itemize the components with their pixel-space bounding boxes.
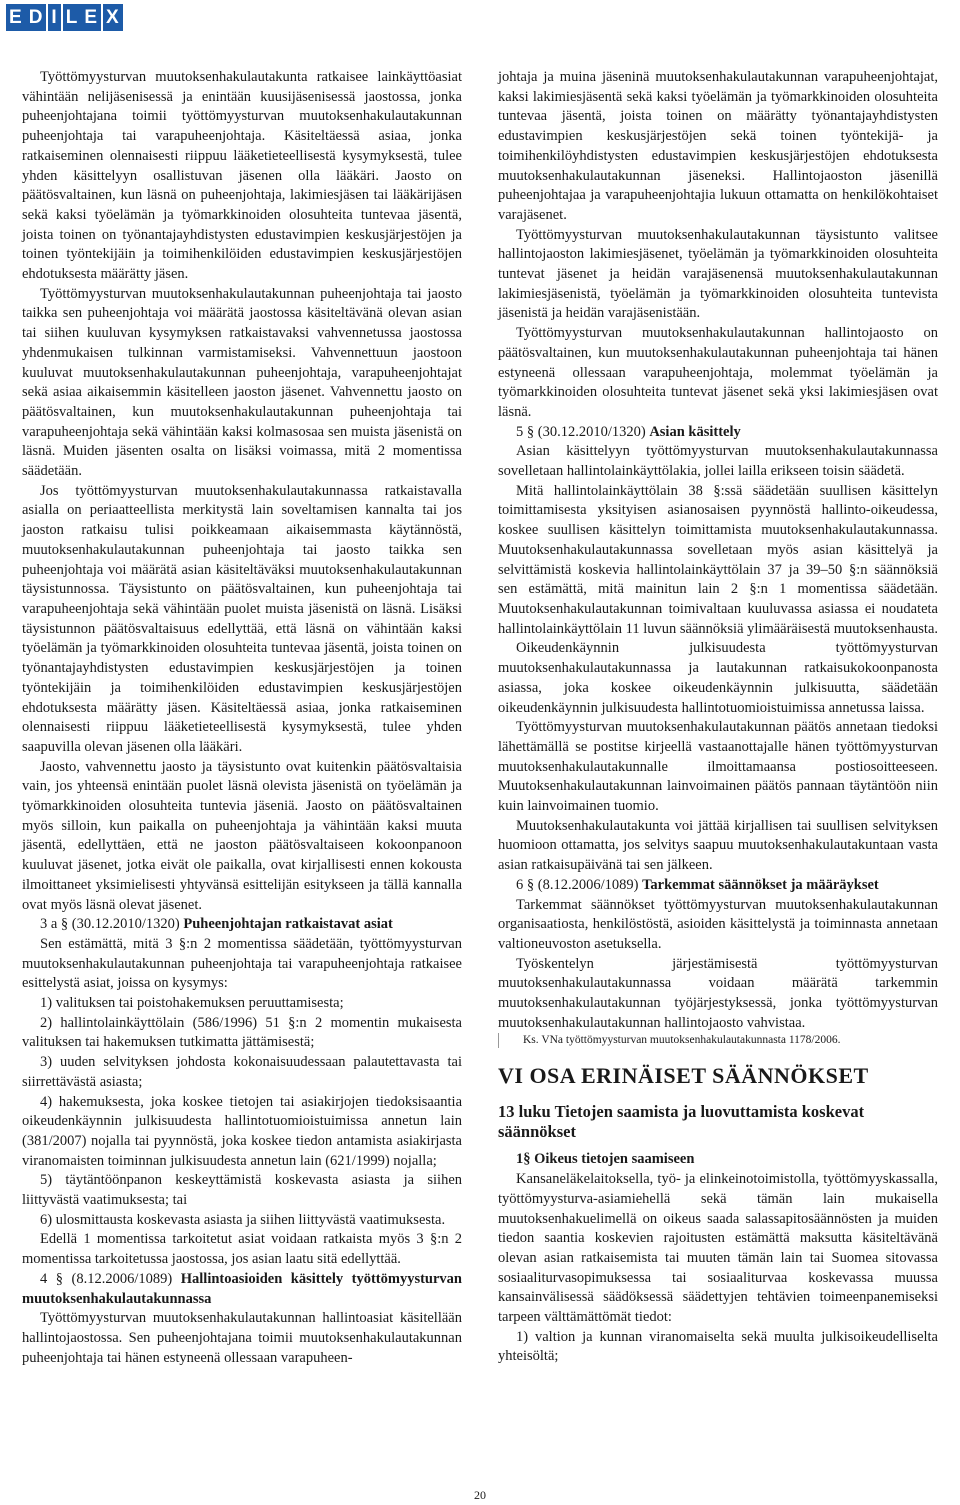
part-title: VI OSA ERINÄISET SÄÄNNÖKSET	[498, 1063, 869, 1089]
section-number: 6 § (8.12.2006/1089)	[516, 876, 639, 893]
section-number: 1§	[516, 1151, 531, 1168]
section-heading-3a	[22, 915, 462, 935]
paragraph: Työttömyysturvan muutoksenhakulautakunta ratkaisee lainkäyttöasiat vähintään nelijäsenisessä ja enintään kuusijäsenisessä jaostossa, jonka puheenjohtajana toimii työttömyysturvan muutoksenhakulautakunnan puheenjohtaja tai varapuheenjohtaja. Käsiteltäessä asiaa, jonka ratkaiseminen olennaisesti riippuu lääketieteellisestä kysymyksestä, tulee yhden käsittelyyn osallistuvan jäsenen olla lääkäri. Jaosto on päätösvaltainen, kun läsnä on puheenjohtaja, lakimiesjäsen tai lääkärijäsen sekä kaksi työelämän ja työmarkkinoiden olosuhteita tuntevaa jäsentä, joista toinen on työnantajayhdistysten edustavimpien keskusjärjestöjen ja toinen työntekijäin ja toimihenkilöiden edustavimpien keskusjärjestöjen ehdotuksesta määrätty jäsen.	[22, 69, 462, 283]
paragraph: Työskentelyn järjestämisestä työttömyysturvan muutoksenhakulautakunnassa voidaan määrätä tarkemmin muutoksenhakulautakunnan työjärjestyksessä, jonka työttömyysturvan muutoksenhakulautakunnan hallintojaosto vahvistaa.	[498, 955, 938, 1031]
section-title: Hallintoasioiden käsittely työttömyysturvan muutoksenhakulautakunnassa	[22, 1270, 462, 1307]
section-heading-4	[22, 1270, 462, 1309]
left-column	[22, 68, 462, 1368]
section-title: Asian käsittely	[649, 423, 741, 440]
paragraph: Asian käsittelyyn työttömyysturvan muutoksenhakulautakunnassa sovelletaan hallintolainkäyttölakia, jollei lailla erikseen toisin säädetä.	[498, 443, 938, 480]
section-title: Tarkemmat säännökset ja määräykset	[642, 876, 879, 893]
paragraph: Jos työttömyysturvan muutoksenhakulautakunnassa ratkaistavalla asialla on periaatteellista merkitystä lain soveltamisen kannalta tai jos jaoston ratkaisu tulisi poikkeamaan aikaisemmasta käytännöstä, muutoksenhakulautakunnan puheenjohtaja tai jaosto taikka sen puheenjohtaja voi määrätä asian käsiteltäväksi muutoksenhakulautakunnan täysistunnossa. Täysistunto on päätösvaltainen, kun puheenjohtaja tai varapuheenjohtaja sekä vähintään puolet muista jäsenistä on läsnä. Lisäksi täysistunnon päätösvaltaisuus edellyttää, että läsnä on vähintään kaksi työelämän ja työmarkkinoiden olosuhteita tuntevaa jäsentä, joista toinen on työnantajayhdistysten edustavimpien keskusjärjestöjen ja toinen työntekijäin ja toimihenkilöiden edustavimpien keskusjärjestöjen ehdotuksesta määrätty jäsen. Käsiteltäessä asiaa, jonka ratkaiseminen olennaisesti riippuu lääketieteellisestä kysymyksestä, tulee yhden saapuvilla olevan jäsenen olla lääkäri.	[22, 482, 462, 755]
list-item: 5) täytäntöönpanon keskeyttämistä koskevasta asiasta ja siihen liittyvästä vaatimuksesta; tai	[22, 1172, 462, 1209]
logo-letter: E	[6, 4, 26, 31]
paragraph: Edellä 1 momentissa tarkoitetut asiat voidaan ratkaista myös 3 §:n 2 momentissa tarkoitetussa jaostossa, jos asian laatu sitä edellyttää.	[22, 1231, 462, 1268]
paragraph: Kansaneläkelaitoksella, työ- ja elinkeinotoimistolla, työttömyyskassalla, työttömyysturva-asiamiehellä sekä tämän lain mukaisella muutoksenhakuelimellä on oikeus saada salassapitosäännösten ja muiden tiedon saantia koskevien rajoitusten estämättä maksutta käsiteltävänä olevan asian ratkaisemista tai muuten tämän lain tai Suomea sitovassa sosiaaliturvasopimuksessa tai sosiaaliturvaa koskevassa muussa kansainvälisessä säädöksessä säädettyjen tehtävien toimeenpanemiseksi tarpeen välttämättömät tiedot:	[498, 1171, 938, 1326]
list-item: 4) hakemuksesta, joka koskee tietojen tai asiakirjojen tiedoksisaantia oikeudenkäynnin julkisuudesta hallintotuomioistuimissa annetun lain (381/2007) nojalla tai pyynnöstä, joka koskee tiedon antamista asiakirjasta viranomaisten toiminnan julkisuudesta annetun lain (621/1999) nojalla;	[22, 1093, 462, 1169]
reference-note: Ks. VNa työttömyysturvan muutoksenhakulautakunnasta 1178/2006.	[498, 1033, 938, 1048]
list-item: 1) valituksen tai poistohakemuksen peruuttamisesta;	[40, 995, 344, 1012]
paragraph: Jaosto, vahvennettu jaosto ja täysistunto ovat kuitenkin päätösvaltaisia vain, jos yhteensä enintään puolet läsnä olevista jäsenistä on työelämän ja työmarkkinoiden olosuhteita tuntevia jäseniä. Jaosto on päätösvaltainen myös silloin, kun paikalla on puheenjohtaja ja vähintään kaksi muuta jäsentä, edellyttäen, että ne jaoston päätösvaltaiseen kokoonpanoon kuuluvat jäsenet, jotka eivät ole paikalla, ovat kirjallisesti ennen kokousta ilmoittaneet yksimielisesti yhtyvänsä esittelijän esitykseen ja tällä kannalla ovat myös läsnä olevat jäsenet.	[22, 758, 462, 913]
section-number: 3 a § (30.12.2010/1320)	[40, 916, 180, 933]
paragraph: Työttömyysturvan muutoksenhakulautakunnan hallintoasiat käsitellään hallintojaostossa. Sen puheenjohtajana toimii muutoksenhakulautakunnan puheenjohtaja tai hänen estyneenä ollessaan varapuheen-	[22, 1310, 462, 1366]
paragraph: Työttömyysturvan muutoksenhakulautakunnan päätös annetaan tiedoksi lähettämällä se postitse kirjeellä vastaanottajalle hänen työttömyysturvan muutoksenhakulautakunnalle ilmoittamaansa postiosoitteeseen. Muutoksenhakulautakunnan lainvoimainen päätös pannaan täytäntöön niin kuin lainvoimainen tuomio.	[498, 719, 938, 815]
page-number: 20	[474, 1488, 486, 1502]
paragraph: Muutoksenhakulautakunta voi jättää kirjallisen tai suullisen selvityksen huomioon ottamatta, jos selvitys saapuu muutoksenhakulautakuntaan vasta asian ratkaisupäivänä tai sen jälkeen.	[498, 817, 938, 874]
paragraph: Sen estämättä, mitä 3 §:n 2 momentissa säädetään, työttömyysturvan muutoksenhakulautakunnan puheenjohtaja tai varapuheenjohtaja ratkaisee esittelystä asiat, joissa on kysymys:	[22, 935, 462, 992]
edilex-logo	[6, 4, 123, 31]
section-title: Puheenjohtajan ratkaistavat asiat	[183, 916, 393, 933]
logo-letter: X	[103, 4, 123, 31]
list-item: 3) uuden selvityksen johdosta kokonaisuudessaan palautettavasta tai siirrettävästä asiasta;	[22, 1054, 462, 1090]
section-number: 5 § (30.12.2010/1320)	[516, 423, 646, 440]
paragraph: Mitä hallintolainkäyttölain 38 §:ssä säädetään suullisen käsittelyn toimittamisesta yksityisen asianosaisen pyynnöstä hallinto-oikeudessa, koskee suullisen käsittelyn toimittamista muutoksenhakulautakunnassa. Muutoksenhakulautakunnassa sovelletaan myös asian käsittelyä ja selvittämistä koskevia hallintolainkäyttölain 37 ja 39–50 §:n säännöksiä sen estämättä, mitä mainitun lain 2 §:n 1 momentissa säädetään. Muutoksenhakulautakunnan toimivaltaan kuuluvassa asiassa ei noudateta hallintolainkäyttölain 11 luvun säännöksiä ylimääräisestä muutoksenhausta.	[498, 482, 939, 637]
paragraph: johtaja ja muina jäseninä muutoksenhakulautakunnan varapuheenjohtajat, kaksi lakimiesjäsentä sekä kaksi työelämän ja työmarkkinoiden olosuhteita tuntevaa jäsentä, joista toinen on määrätty työnantajayhdistysten edustavimpien keskusjärjestöjen sekä toinen työntekijä- ja toimihenkilöyhdistysten edustavimpien keskusjärjestöjen ehdotuksesta muutoksenhakulautakunnan jäseneksi. Hallintojaoston jäsenillä puheenjohtajaa ja varapuheenjohtajia lukuun ottamatta on henkilökohtaiset varajäsenet.	[498, 69, 938, 223]
section-title: Oikeus tietojen saamiseen	[534, 1151, 695, 1168]
logo-letter: E	[81, 4, 101, 31]
right-column	[498, 68, 938, 1367]
paragraph: Tarkemmat säännökset työttömyysturvan muutoksenhakulautakunnan organisaatiosta, henkilöstöstä, asioiden käsittelystä ja toiminnasta annetaan valtioneuvoston asetuksella.	[498, 896, 938, 952]
section-heading-1	[498, 1150, 938, 1170]
list-item: 6) ulosmittausta koskevasta asiasta ja siihen liittyvästä vaatimuksesta.	[40, 1211, 446, 1228]
logo-letter: D	[26, 4, 47, 31]
paragraph: Työttömyysturvan muutoksenhakulautakunnan täysistunto valitsee hallintojaoston lakimiesjäsenet, työelämän ja työmarkkinoiden olosuhteita tuntevat jäsenet ja heidän varajäsenensä muutoksenhakulautakunnan lakimiesjäsenistä, työelämän ja työmarkkinoiden olosuhteita tuntevista jäsenistä ja heidän varajäsenistään.	[498, 226, 938, 322]
paragraph: Oikeudenkäynnin julkisuudesta työttömyysturvan muutoksenhakulautakunnassa ja lautakunnan ratkaisukokoonpanosta asiassa, joka koskee oikeudenkäynnin julkisuutta, säädetään oikeudenkäynnin julkisuudesta hallintotuomioistuimissa annetussa laissa.	[498, 640, 938, 716]
section-heading-6	[498, 876, 938, 896]
chapter-title: 13 luku Tietojen saamista ja luovuttamista koskevat säännökset	[498, 1102, 865, 1142]
paragraph: Työttömyysturvan muutoksenhakulautakunnan hallintojaosto on päätösvaltainen, kun muutoksenhakulautakunnan puheenjohtaja tai hänen estyneenä ollessaan varapuheenjohtaja, molemmat työelämän ja työmarkkinoiden olosuhteita tuntevat jäsenet sekä yksi lakimiesjäsen ovat läsnä.	[498, 325, 938, 420]
logo-letter: I	[48, 4, 60, 31]
paragraph: Työttömyysturvan muutoksenhakulautakunnan puheenjohtaja tai jaosto taikka sen puheenjohtaja voi määrätä jaostossa käsiteltävänä olevan asian tai siihen kuuluvan kysymyksen ratkaistavaksi vahvennetussa jaostossa yhdenmukaisen tulkinnan varmistamiseksi. Vahvennettuun jaostoon kuuluvat muutoksenhakulautakunnan puheenjohtaja, varapuheenjohtajat sekä asiaa aikaisemmin käsitelleen jaoston jäsenet. Vahvennettu jaosto on päätösvaltainen, kun muutoksenhakulautakunnan puheenjohtaja tai varapuheenjohtaja sekä vähintään kaksi kolmasosaa sen muista jäsenistä on läsnä. Muiden jäsenten osalta on lisäksi voimassa, mitä 2 momentissa säädetään.	[22, 285, 462, 480]
logo-letter: L	[63, 4, 82, 31]
list-item: 1) valtion ja kunnan viranomaiselta sekä muulta julkisoikeudelliselta yhteisöltä;	[498, 1328, 938, 1365]
section-heading-5	[498, 423, 938, 443]
list-item: 2) hallintolainkäyttölain (586/1996) 51 §:n 2 momentin mukaisesta valituksen tai hakemuksen tutkimatta jättämisestä;	[22, 1014, 462, 1051]
section-number: 4 § (8.12.2006/1089)	[40, 1270, 173, 1287]
